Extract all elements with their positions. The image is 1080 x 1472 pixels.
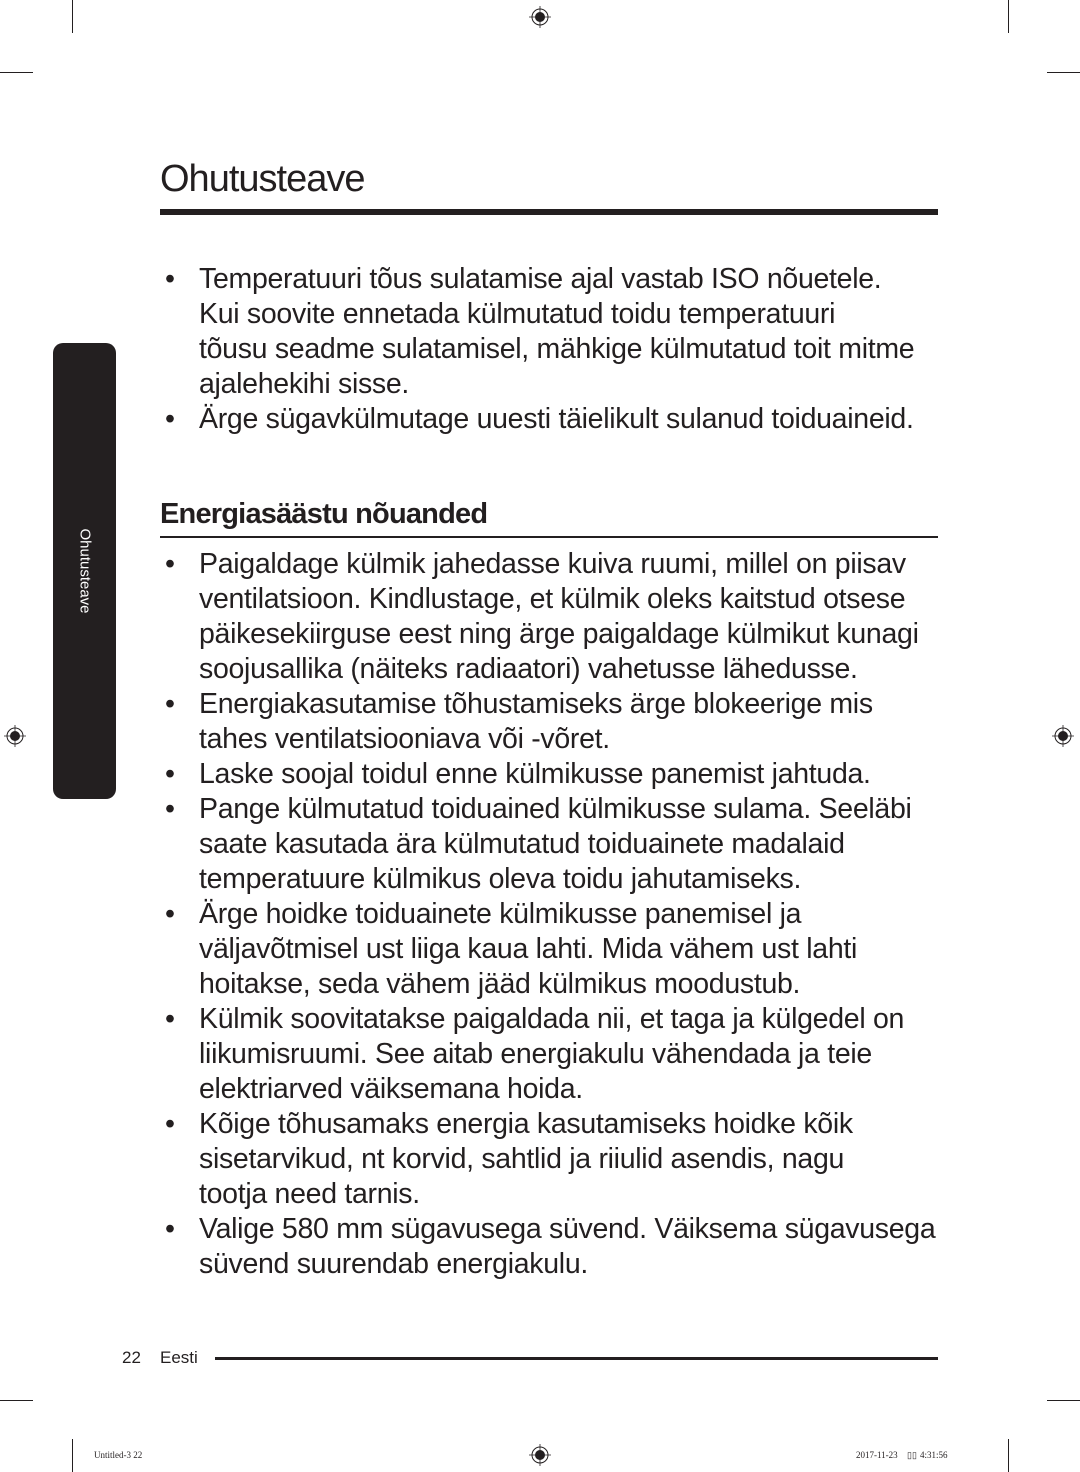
bullet-text-line: Külmik soovitatakse paigaldada nii, et taga ja külgedel on	[199, 1003, 905, 1035]
section-rule	[160, 536, 938, 538]
bullet-icon: •	[165, 263, 175, 295]
side-tab	[53, 343, 116, 799]
page-language: Eesti	[160, 1348, 198, 1367]
slug-date: 2017-11-23	[856, 1450, 898, 1460]
bullet-icon: •	[165, 548, 175, 580]
bullet-text-line: Laske soojal toidul enne külmikusse panemist jahtuda.	[199, 758, 871, 790]
bullet-icon: •	[165, 403, 175, 435]
slug-time-marker: ▯▯	[907, 1450, 917, 1460]
bullet-item	[160, 1107, 950, 1212]
bullet-text-line: saate kasutada ära külmutatud toiduainete madalaid	[199, 828, 845, 860]
bullet-item	[160, 1002, 950, 1107]
bullet-item	[160, 1212, 950, 1282]
slug-file: Untitled-3 22	[94, 1450, 143, 1460]
bullet-text-line: väljavõtmisel ust liiga kaua lahti. Mida vähem ust lahti	[199, 933, 858, 965]
crop-mark	[1047, 1400, 1080, 1401]
bullet-text-line: Ärge sügavkülmutage uuesti täielikult sulanud toiduaineid.	[199, 403, 914, 435]
crop-mark	[1008, 1439, 1009, 1472]
page-number: 22	[122, 1348, 141, 1367]
footer-rule	[215, 1357, 938, 1360]
registration-mark-icon	[4, 725, 26, 747]
bullet-icon: •	[165, 1108, 175, 1140]
bullet-item	[160, 547, 950, 687]
side-tab-label: Ohutusteave	[76, 528, 93, 614]
crop-mark	[0, 72, 33, 73]
crop-mark	[72, 0, 73, 33]
bullet-icon: •	[165, 758, 175, 790]
bullet-text-line: temperatuure külmikus oleva toidu jahutamiseks.	[199, 863, 802, 895]
bullet-text-line: elektriarved väiksemana hoida.	[199, 1073, 583, 1105]
bullet-icon: •	[165, 1003, 175, 1035]
section-heading: Energiasäästu nõuanded	[160, 498, 488, 530]
bullet-icon: •	[165, 793, 175, 825]
bullet-item	[160, 897, 950, 1002]
intro-bullet-list	[160, 262, 950, 437]
slug-time: 4:31:56	[920, 1450, 948, 1460]
crop-mark	[0, 1400, 33, 1401]
bullet-item	[160, 402, 950, 437]
bullet-text-line: Kui soovite ennetada külmutatud toidu temperatuuri	[199, 298, 836, 330]
bullet-text-line: tõusu seadme sulatamisel, mähkige külmutatud toit mitme	[199, 333, 915, 365]
registration-mark-icon	[529, 6, 551, 28]
bullet-item	[160, 687, 950, 757]
bullet-text-line: Ärge hoidke toiduainete külmikusse panemisel ja	[199, 898, 802, 930]
bullet-text-line: tahes ventilatsiooniava või -võret.	[199, 723, 610, 755]
bullet-text-line: Pange külmutatud toiduained külmikusse sulama. Seeläbi	[199, 793, 912, 825]
title-rule	[160, 209, 938, 215]
page-title: Ohutusteave	[160, 158, 365, 200]
crop-mark	[72, 1439, 73, 1472]
bullet-text-line: ventilatsioon. Kindlustage, et külmik oleks kaitstud otsese	[199, 583, 906, 615]
bullet-text-line: liikumisruumi. See aitab energiakulu vähendada ja teie	[199, 1038, 872, 1070]
bullet-text-line: päikesekiirguse eest ning ärge paigaldage külmikut kunagi	[199, 618, 919, 650]
bullet-text-line: Energiakasutamise tõhustamiseks ärge blokeerige mis	[199, 688, 873, 720]
bullet-text-line: tootja need tarnis.	[199, 1178, 420, 1210]
registration-mark-icon	[1052, 725, 1074, 747]
bullet-text-line: Paigaldage külmik jahedasse kuiva ruumi, millel on piisav	[199, 548, 906, 580]
crop-mark	[1047, 72, 1080, 73]
bullet-text-line: süvend suurendab energiakulu.	[199, 1248, 589, 1280]
bullet-item	[160, 757, 950, 792]
bullet-text-line: Valige 580 mm sügavusega süvend. Väiksema sügavusega	[199, 1213, 936, 1245]
bullet-text-line: Kõige tõhusamaks energia kasutamiseks hoidke kõik	[199, 1108, 853, 1140]
bullet-text-line: soojusallika (näiteks radiaatori) vahetusse lähedusse.	[199, 653, 858, 685]
bullet-text-line: sisetarvikud, nt korvid, sahtlid ja riiulid asendis, nagu	[199, 1143, 845, 1175]
bullet-text-line: ajalehekihi sisse.	[199, 368, 410, 400]
bullet-text-line: Temperatuuri tõus sulatamise ajal vastab ISO nõuetele.	[199, 263, 882, 295]
bullet-item	[160, 262, 950, 402]
bullet-icon: •	[165, 688, 175, 720]
registration-mark-icon	[529, 1444, 551, 1466]
bullet-item	[160, 792, 950, 897]
bullet-icon: •	[165, 898, 175, 930]
crop-mark	[1008, 0, 1009, 33]
bullet-icon: •	[165, 1213, 175, 1245]
bullet-text-line: hoitakse, seda vähem jääd külmikus moodustub.	[199, 968, 801, 1000]
energy-tips-list	[160, 547, 950, 1282]
